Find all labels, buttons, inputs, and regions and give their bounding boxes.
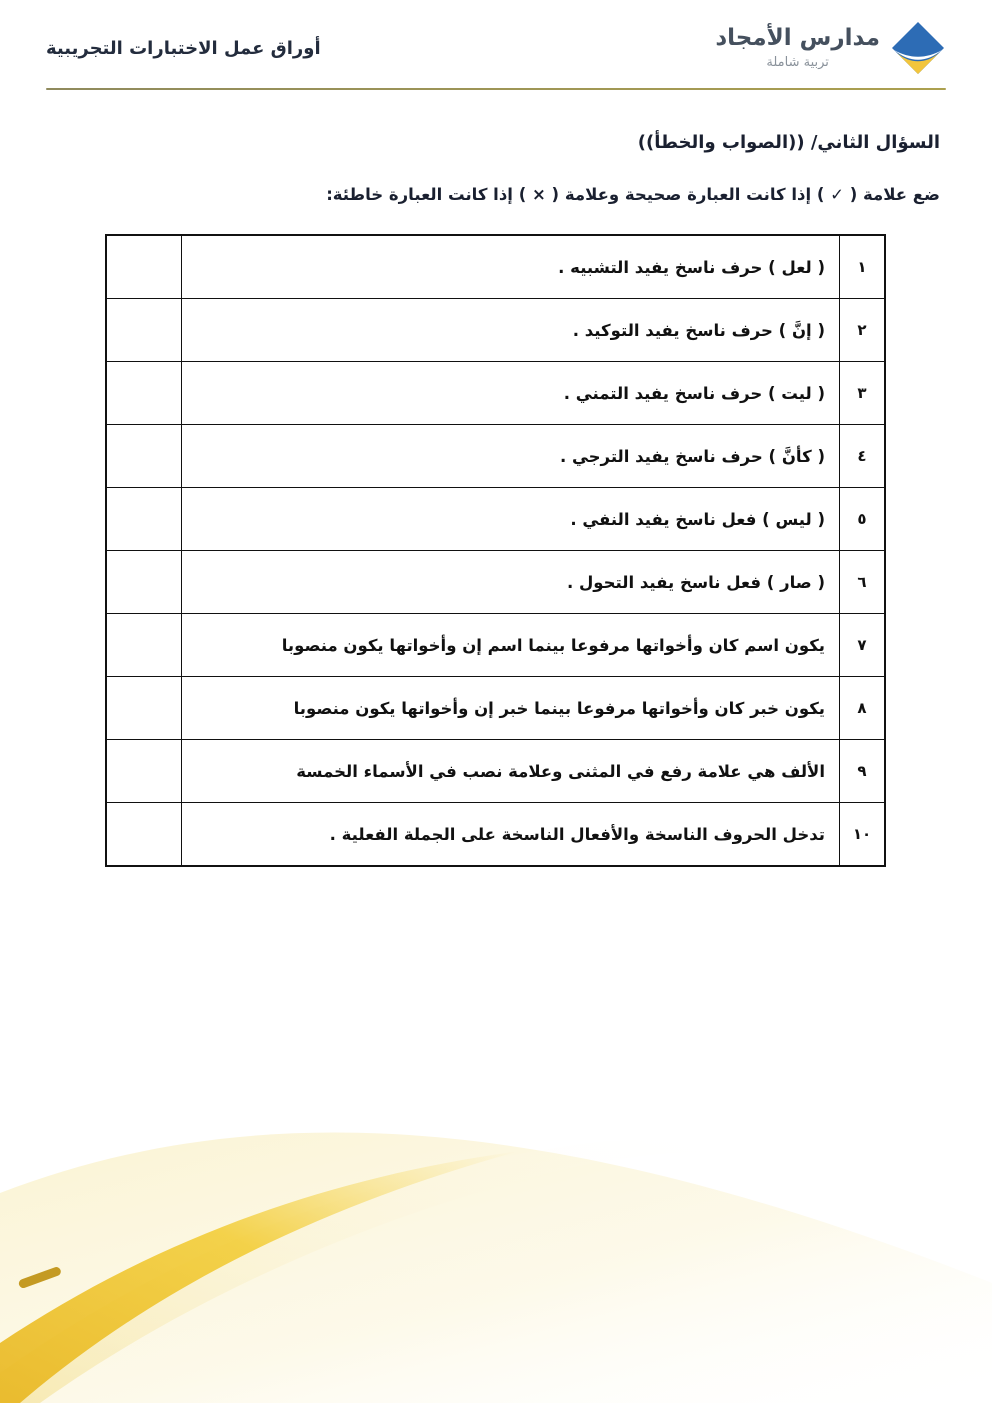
row-number: ٥ [840, 488, 886, 551]
row-number: ٦ [840, 551, 886, 614]
statement-cell: ( إنَّ ) حرف ناسخ يفيد التوكيد . [182, 299, 840, 362]
worksheet-title: أوراق عمل الاختبارات التجريبية [46, 37, 321, 59]
question-title: السؤال الثاني/ ((الصواب والخطأ)) [637, 132, 940, 153]
statement-cell: ( لعل ) حرف ناسخ يفيد التشبيه . [182, 235, 840, 299]
answer-cell[interactable] [106, 425, 182, 488]
table-row [106, 740, 885, 803]
statement-cell: ( كأنَّ ) حرف ناسخ يفيد الترجي . [182, 425, 840, 488]
statement-cell: يكون اسم كان وأخواتها مرفوعا بينما اسم إن وأخواتها يكون منصوبا [182, 614, 840, 677]
table-row [106, 614, 885, 677]
question-instruction: ضع علامة ( ✓ ) إذا كانت العبارة صحيحة وعلامة ( × ) إذا كانت العبارة خاطئة: [326, 185, 940, 204]
table-row [106, 803, 885, 867]
statement-cell: ( ليت ) حرف ناسخ يفيد التمني . [182, 362, 840, 425]
table-row [106, 235, 885, 299]
row-number: ٢ [840, 299, 886, 362]
worksheet-body [0, 132, 992, 867]
table-row [106, 425, 885, 488]
answer-cell[interactable] [106, 235, 182, 299]
logo-name: مدارس الأمجاد [715, 25, 880, 52]
row-number: ٩ [840, 740, 886, 803]
statement-cell: تدخل الحروف الناسخة والأفعال الناسخة على الجملة الفعلية . [182, 803, 840, 867]
decorative-swoosh [0, 943, 992, 1403]
page-header [0, 0, 992, 76]
logo-diamond-icon [890, 20, 946, 76]
answer-cell[interactable] [106, 614, 182, 677]
row-number: ١٠ [840, 803, 886, 867]
statement-cell: ( صار ) فعل ناسخ يفيد التحول . [182, 551, 840, 614]
answer-cell[interactable] [106, 677, 182, 740]
logo-tagline: تربية شاملة [766, 54, 829, 70]
row-number: ٨ [840, 677, 886, 740]
answer-cell[interactable] [106, 740, 182, 803]
statement-cell: ( ليس ) فعل ناسخ يفيد النفي . [182, 488, 840, 551]
statement-cell: الألف هي علامة رفع في المثنى وعلامة نصب في الأسماء الخمسة [182, 740, 840, 803]
row-number: ١ [840, 235, 886, 299]
school-logo [715, 20, 946, 76]
table-row [106, 488, 885, 551]
statement-cell: يكون خبر كان وأخواتها مرفوعا بينما خبر إن وأخواتها يكون منصوبا [182, 677, 840, 740]
row-number: ٧ [840, 614, 886, 677]
answer-cell[interactable] [106, 803, 182, 867]
table-row [106, 677, 885, 740]
logo-text [715, 26, 880, 69]
table-row [106, 551, 885, 614]
header-divider [46, 88, 946, 90]
row-number: ٣ [840, 362, 886, 425]
answer-cell[interactable] [106, 299, 182, 362]
true-false-table [105, 234, 886, 867]
table-row [106, 299, 885, 362]
answer-cell[interactable] [106, 362, 182, 425]
table-row [106, 362, 885, 425]
row-number: ٤ [840, 425, 886, 488]
answer-cell[interactable] [106, 551, 182, 614]
answer-cell[interactable] [106, 488, 182, 551]
